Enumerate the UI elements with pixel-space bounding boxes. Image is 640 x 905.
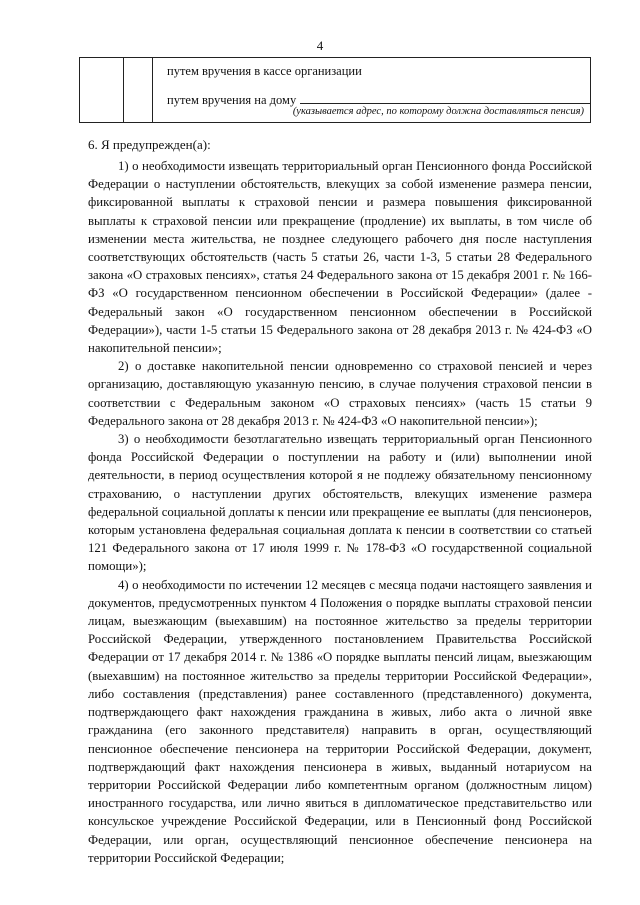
option-home-label: путем вручения на дому — [167, 93, 297, 107]
warning-item-2: 2) о доставке накопительной пенсии одновременно со страховой пенсией и через организацию, доставляющую указанную пенсию, в случае получения страховой пенсии в соответствии с Федеральным законом «О страховых пенсиях» (часть 15 статьи 9 Федерального закона от 28 декабря 2013 г. № 424-ФЗ «О накопительной пенсии»); — [88, 359, 592, 428]
option-cashier: путем вручения в кассе организации — [167, 64, 362, 78]
warning-item-3: 3) о необходимости безотлагательно извещать территориальный орган Пенсионного фонда Российской Федерации о поступлении на работу и (или) выполнении иной деятельности, в период осуществления которой я не подлежу обязательному пенсионному страхованию, о наступлении других обстоятельств, влекущих изменение размера федеральной социальной доплаты к пенсии или прекращение ее выплаты (для пенсионеров, которым установлена федеральная социальная доплата к пенсии в соответствии со статьей 121 Федерального закона от 17 июля 1999 г. № 178-ФЗ «О государственной социальной помощи»); — [88, 432, 592, 574]
page-number: 4 — [316, 38, 324, 53]
address-note: (указывается адрес, по которому должна доставляться пенсия) — [292, 106, 584, 117]
warnings-list — [88, 157, 592, 867]
delivery-spacer-column — [124, 58, 153, 122]
delivery-checkbox[interactable] — [80, 58, 123, 122]
home-address-field[interactable] — [300, 92, 590, 104]
delivery-options-table — [79, 57, 591, 123]
warning-item-4: 4) о необходимости по истечении 12 месяцев с месяца подачи настоящего заявления и документов, предусмотренных пунктом 4 Положения о порядке выплаты страховой пенсии лицам, выезжающим (выехавшим) на постоянное жительство за пределы территории Российской Федерации, утвержденного постановлением Правительства Российской Федерации от 17 декабря 2014 г. № 1386 «О порядке выплаты пенсий лицам, выезжающим (выехавшим) на постоянное жительство за пределы территории Российской Федерации», либо составления (представления) ранее составленного (представленного) документа, подтверждающего факт нахождения гражданина в живых, либо акта о личной явке гражданина (его законного представителя) направить в орган, осуществляющий пенсионное обеспечение пенсионера на территории Российской Федерации, документ, подтверждающий факт нахождения пенсионера в живых, выданный нотариусом на территории Российской Федерации либо компетентным органом (должностным лицом) иностранного государства, или лично явиться в дипломатическое представительство или консульское учреждение Российской Федерации, или в Пенсионный фонд Российской Федерации, или орган, осуществляющий пенсионное обеспечение пенсионера на территории Российской Федерации; — [88, 577, 592, 865]
warnings-heading: 6. Я предупрежден(а): — [88, 137, 211, 152]
delivery-checkbox-column — [80, 58, 124, 122]
warning-item-1: 1) о необходимости извещать территориальный орган Пенсионного фонда Российской Федерации о наступлении обстоятельств, влекущих за собой изменение размера пенсии, фиксированной выплаты к страховой пенсии и размера повышения фиксированной выплаты к страховой пенсии или прекращение (продление) их выплаты, в том числе об изменении места жительства, не позднее следующего рабочего дня после наступления соответствующих обстоятельств (часть 5 статьи 26, части 1-3, 5 статьи 28 Федерального закона «О страховых пенсиях», статья 24 Федерального закона от 15 декабря 2001 г. № 166-ФЗ «О государственном пенсионном обеспечении в Российской Федерации» (далее - Федеральный закон «О государственном пенсионном обеспечении в Российской Федерации»), части 1-5 статьи 15 Федерального закона от 28 декабря 2013 г. № 424-ФЗ «О накопительной пенсии»; — [88, 159, 592, 356]
